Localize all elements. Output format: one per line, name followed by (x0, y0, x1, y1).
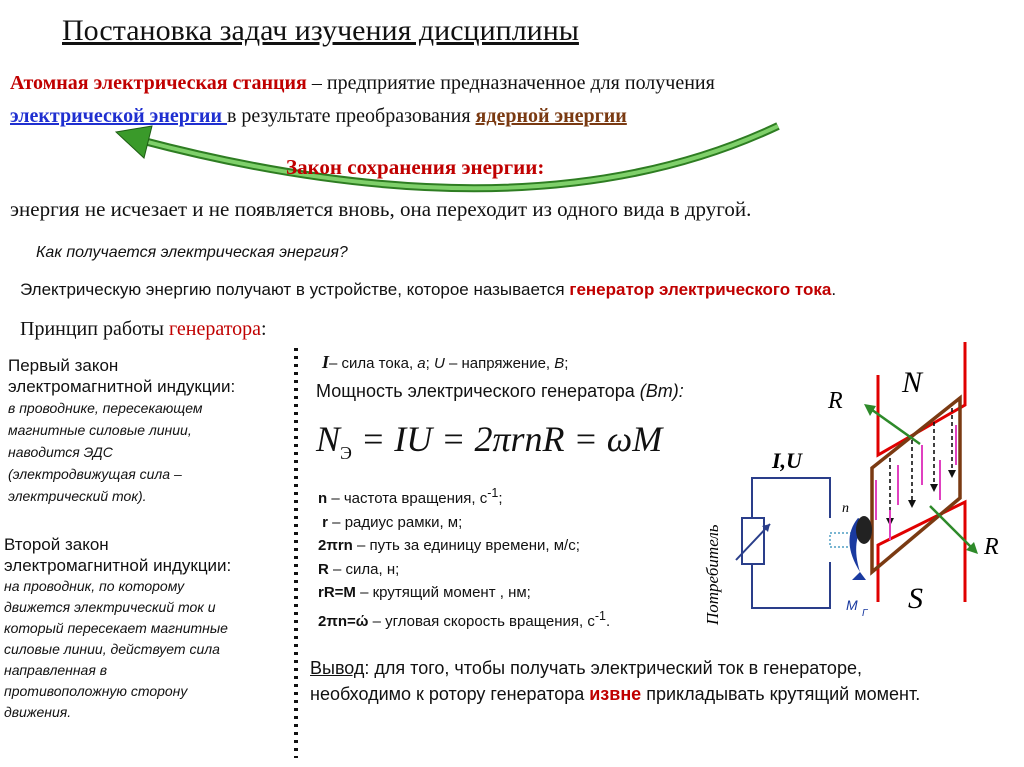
law2-body-line: противоположную сторону (4, 683, 188, 699)
law-title: Закон сохранения энергии: (286, 155, 545, 179)
column-divider (291, 346, 301, 761)
n-rotation-label: n (842, 501, 849, 516)
law2-title-2: электромагнитной индукции: (4, 556, 232, 575)
def-symbol: r (322, 513, 329, 531)
sep: ; (425, 355, 434, 372)
term-electric-energy: электрической энергии (10, 105, 227, 127)
def-path (318, 534, 610, 558)
u-unit: В (554, 355, 565, 372)
law-text: энергия не исчезает и не появляется вновь, она переходит из одного вида в другой. (10, 197, 752, 221)
term-npp: Атомная электрическая станция (10, 72, 307, 94)
def-symbol: 2πrn (318, 537, 353, 554)
question: Как получается электрическая энергия? (36, 244, 348, 261)
i-def: – сила тока, (329, 355, 418, 372)
n-pole-label: N (902, 366, 923, 399)
variable-definitions (318, 482, 610, 633)
def-text: – сила, н; (328, 560, 400, 578)
law1-body-line: магнитные силовые линии, (8, 422, 192, 438)
m-label: М (846, 597, 858, 613)
conclusion-text-2a: необходимо к ротору генератора (310, 684, 590, 704)
def-r (318, 511, 610, 535)
law1-body-line: (электродвижущая сила – (8, 466, 182, 482)
law2-body-line: который пересекает магнитные (4, 620, 228, 636)
rotor-frame (872, 398, 960, 572)
end: ; (564, 355, 569, 372)
conclusion-label: Вывод (310, 658, 365, 678)
law2-body-line: направленная в (4, 662, 108, 678)
law2-body-line: движения. (4, 704, 72, 720)
iu-label: I,U (772, 448, 802, 473)
principle-word: генератора (168, 318, 262, 340)
u-def: – напряжение, (444, 355, 555, 372)
def-text: – крутящий момент , нм; (355, 584, 531, 601)
definition-line-1 (10, 72, 715, 95)
power-line (316, 381, 684, 402)
law1-title-2: электромагнитной индукции: (8, 377, 236, 396)
def-tail: ; (498, 490, 503, 507)
principle-colon: : (261, 318, 267, 340)
law2-body-line: движется электрический ток и (4, 599, 216, 615)
iu-line (322, 352, 568, 373)
law1-title-1: Первый закон (8, 356, 119, 375)
g-sub-label: Г (862, 608, 868, 619)
device-name: генератор электрического тока (569, 280, 832, 299)
def-symbol: n (318, 490, 328, 507)
def-text: – частота вращения, с (327, 490, 488, 507)
r-top-label: R (828, 388, 843, 414)
definition-rest-2: в результате преобразования (226, 105, 476, 127)
device-line (20, 280, 836, 300)
shaft (830, 533, 852, 547)
law1-body-line: электрический ток). (8, 488, 147, 504)
conclusion (310, 655, 920, 707)
law1-block (8, 355, 235, 507)
def-torque (318, 581, 610, 605)
law1-body (8, 397, 235, 507)
power-unit: (Вт): (639, 381, 684, 401)
r-bottom-label: R (984, 534, 999, 560)
conclusion-text-2c: прикладывать крутящий момент. (641, 684, 921, 704)
def-n (318, 482, 610, 511)
device-text: Электрическую энергию получают в устройстве, которое называется (20, 280, 570, 299)
law2-body-line: силовые линии, действует сила (4, 641, 220, 657)
page-title: Постановка задач изучения дисциплины (62, 14, 579, 47)
law1-body-line: в проводнике, пересекающем (8, 400, 203, 416)
def-text: – угловая скорость вращения, с (368, 612, 595, 630)
term-nuclear-energy: ядерной энергии (475, 105, 627, 127)
i-symbol: I (322, 352, 330, 372)
conclusion-line-1 (310, 655, 920, 681)
slip-ring (856, 516, 872, 544)
conclusion-line-2 (310, 681, 920, 707)
law2-body (4, 576, 231, 723)
generator-diagram (690, 340, 1020, 640)
i-unit: а (417, 355, 426, 372)
formula-n: N (316, 419, 341, 459)
device-dot: . (831, 280, 837, 299)
conclusion-extern: извне (589, 684, 642, 704)
def-symbol: R (318, 560, 329, 578)
law2-title-1: Второй закон (4, 535, 109, 554)
force-r-top (868, 407, 920, 444)
def-omega (318, 605, 610, 634)
principle-text: Принцип работы (20, 318, 169, 340)
conclusion-text-1: : для того, чтобы получать электрический ток в генераторе, (364, 658, 862, 678)
consumer-label: Потребитель (703, 524, 722, 625)
definition-rest-1: – предприятие предназначенное для получения (306, 72, 715, 94)
law2-block (4, 534, 231, 723)
def-sup: -1 (594, 608, 606, 623)
def-text: – радиус рамки, м; (328, 513, 463, 531)
def-symbol: 2πn=ώ (318, 612, 369, 630)
force-r-bottom (930, 506, 974, 550)
power-label: Мощность электрического генератора (316, 381, 640, 401)
def-sup: -1 (487, 486, 499, 500)
def-text: – путь за единицу времени, м/с; (352, 537, 580, 554)
formula-sub: Э (340, 443, 352, 464)
s-pole-label: S (908, 582, 923, 615)
principle-line (20, 318, 267, 341)
law1-body-line: наводится ЭДС (8, 444, 113, 460)
def-force (318, 558, 610, 582)
def-symbol: rR=M (318, 584, 356, 601)
power-formula (316, 418, 662, 464)
def-tail: . (605, 612, 611, 630)
u-symbol: U (433, 355, 445, 372)
law2-body-line: на проводник, по которому (4, 578, 185, 594)
formula-rest: = IU = 2πrnR = ωM (351, 419, 663, 459)
